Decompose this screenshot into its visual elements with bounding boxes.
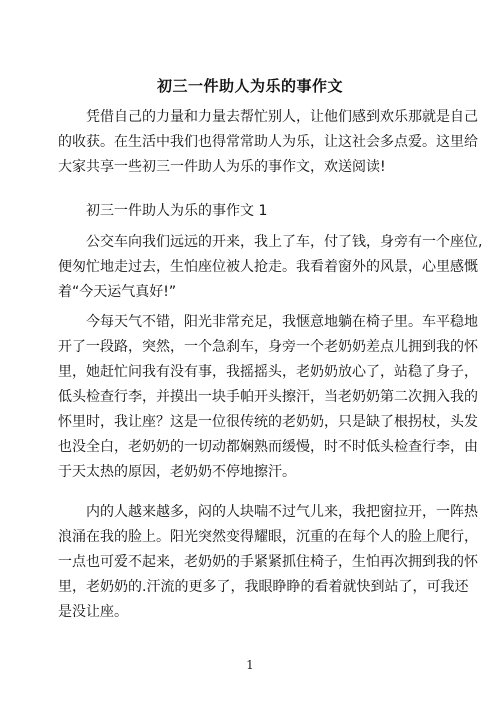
text-line: 今每天气不错，阳光非常充足，我惬意地躺在椅子里。车平稳地 (86, 314, 478, 330)
text-line: 公交车向我们远远的开来，我上了车，付了钱，身旁有一个座位, (86, 234, 483, 250)
document-title: 初三一件助人为乐的事作文 (156, 77, 343, 95)
text-line: 也没全白，老奶奶的一切动都娴熟而缓慢，时不时低头检查行李，由 (58, 439, 478, 455)
page-number: 1 (246, 658, 254, 672)
text-line: 大家共享一些初三一件助人为乐的事作文，欢送阅读! (58, 159, 386, 175)
paragraph-2 (58, 230, 483, 305)
text-line: 一点也可爱不起来，老奶奶的手紧紧抓住椅子，生怕再次拥到我的怀 (58, 554, 478, 570)
text-line: 的收获。在生活中我们也得常常助人为乐，让这社会多点爱。这里给 (58, 134, 478, 150)
text-line: 低头检查行李，并摸出一块手帕开头擦汗，当老奶奶第二次拥入我的 (58, 389, 478, 405)
text-line: 里，老奶奶的.汗流的更多了，我眼睁睁的看着就快到站了，可我还 (58, 579, 469, 595)
text-line: 于天太热的原因，老奶奶不停地擦汗。 (58, 464, 296, 480)
text-line: 浪涌在我的脸上。阳光突然变得耀眼，沉重的在每个人的脸上爬行， (58, 529, 478, 545)
text-line: 是没让座。 (58, 604, 128, 620)
paragraph-3 (58, 310, 478, 485)
paragraph-4 (58, 500, 478, 625)
section-subheading: 初三一件助人为乐的事作文 1 (86, 203, 268, 219)
text-line: 着“今天运气真好!” (58, 284, 177, 300)
text-line: 开了一段路，突然，一个急刹车，身旁一个老奶奶差点儿拥到我的怀 (58, 339, 478, 355)
text-line: 怀里时，我让座？这是一位很传统的老奶奶，只是缺了根拐杖，头发 (58, 414, 478, 430)
intro-paragraph (58, 105, 478, 180)
text-line: 里，她赶忙问我有没有事，我摇摇头，老奶奶放心了，站稳了身子， (58, 364, 478, 380)
text-line: 便匆忙地走过去，生怕座位被人抢走。我看着窗外的风景，心里感慨 (58, 259, 478, 275)
text-line: 内的人越来越多，闷的人块喘不过气儿来，我把窗拉开，一阵热 (86, 504, 478, 520)
text-line: 凭借自己的力量和力量去帮忙别人，让他们感到欢乐那就是自己 (86, 109, 478, 125)
